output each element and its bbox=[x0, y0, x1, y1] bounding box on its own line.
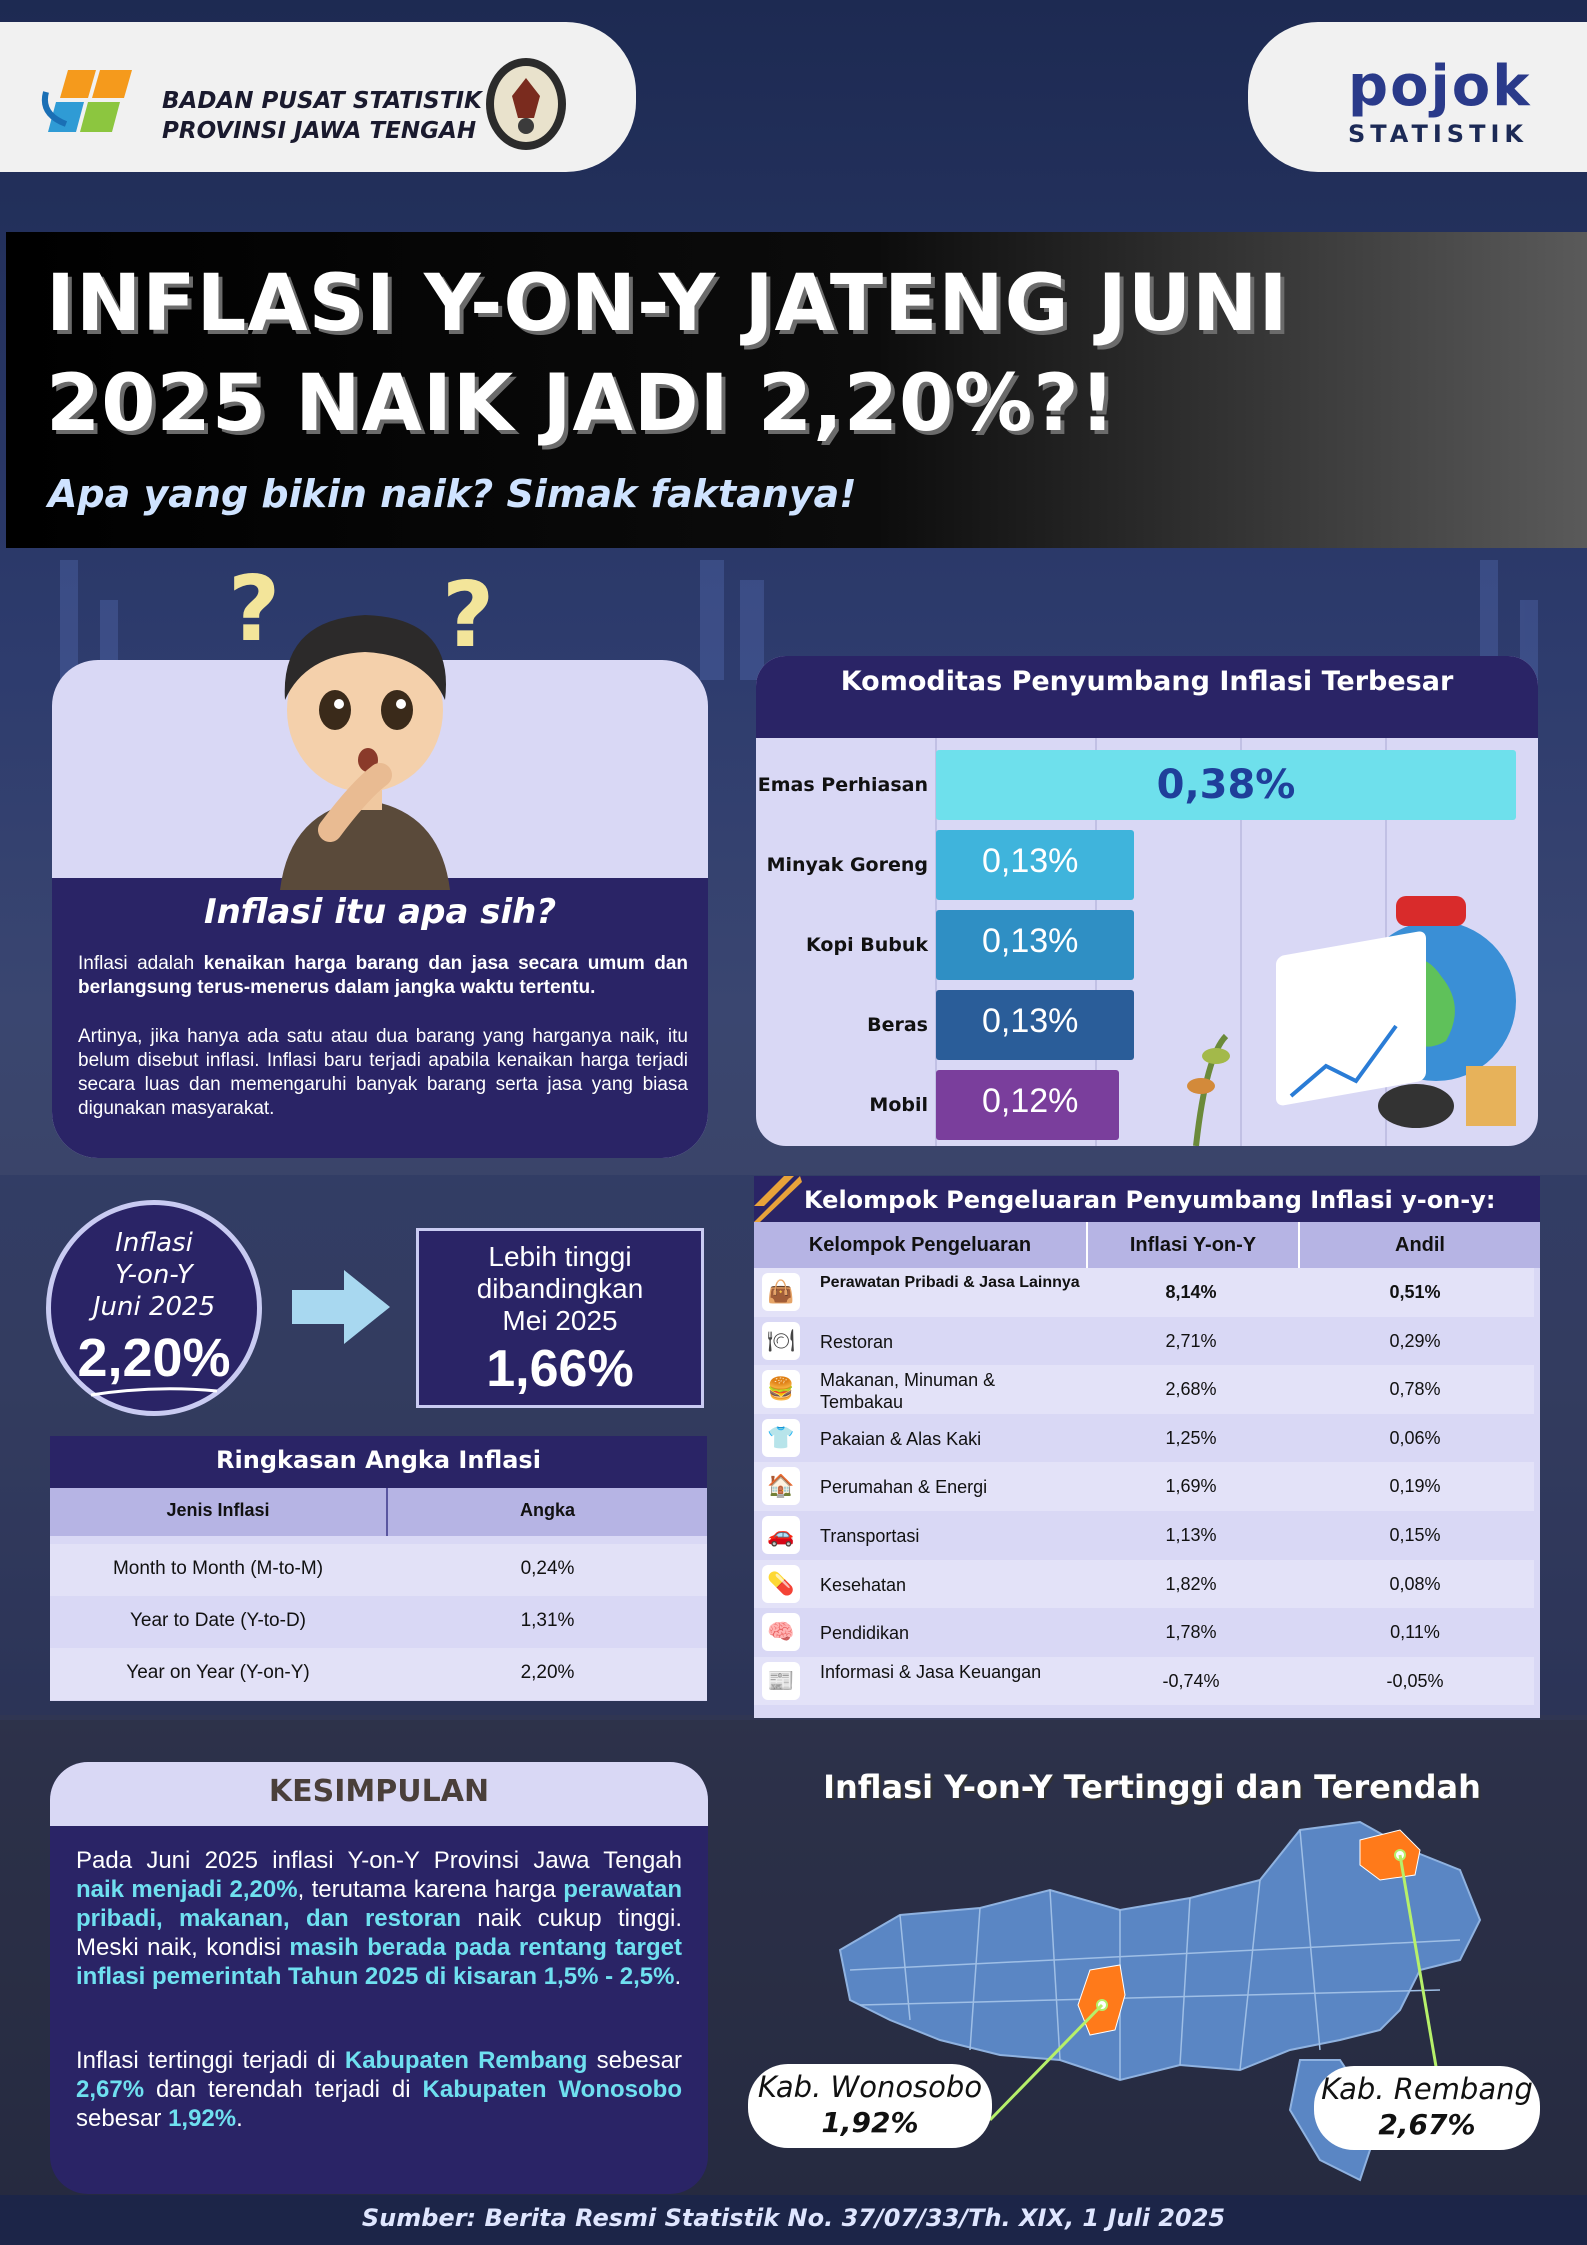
groups-col2: Inflasi Y-on-Y bbox=[1129, 1234, 1257, 1256]
groups-table-row bbox=[754, 1462, 1534, 1511]
groups-row-andil: 0,15% bbox=[1389, 1525, 1441, 1545]
conclusion-highlight: 2,67% bbox=[76, 2076, 145, 2103]
house-icon: 🏠 bbox=[762, 1467, 800, 1505]
stripe-decoration-icon bbox=[754, 1176, 802, 1222]
compare-value: 1,66% bbox=[486, 1340, 634, 1398]
groups-row-name: Pakaian & Alas Kaki bbox=[820, 1428, 982, 1449]
summary-row-type: Month to Month (M-to-M) bbox=[112, 1558, 324, 1579]
summary-row-value: 2,20% bbox=[520, 1662, 575, 1683]
yoy-circle bbox=[46, 1200, 262, 1416]
groups-table-row bbox=[754, 1365, 1534, 1414]
yoy-label-3: Juni 2025 bbox=[92, 1292, 216, 1322]
commodity-chart-title: Komoditas Penyumbang Inflasi Terbesar bbox=[840, 666, 1454, 697]
shirt-icon: 👕 bbox=[762, 1419, 800, 1457]
summary-row bbox=[50, 1544, 707, 1596]
title-line1: INFLASI Y-ON-Y JATENG JUNI bbox=[46, 259, 1289, 349]
map-low-value: 1,92% bbox=[821, 2106, 919, 2139]
groups-row-name: Kesehatan bbox=[820, 1574, 907, 1595]
statistik-logo-text: STATISTIK bbox=[1348, 120, 1528, 148]
food-icon: 🍔 bbox=[762, 1370, 800, 1408]
conclusion-card bbox=[50, 1762, 708, 2194]
conclusion-text: Inflasi tertinggi terjadi di bbox=[76, 2047, 345, 2074]
summary-table bbox=[50, 1436, 707, 1701]
commodity-bar-value: 0,38% bbox=[1156, 762, 1296, 808]
undip-logo-icon bbox=[484, 56, 568, 152]
underline-swoosh-icon bbox=[89, 1385, 219, 1399]
groups-row-inflasi: 2,68% bbox=[1165, 1379, 1217, 1400]
groups-row-inflasi: 1,25% bbox=[1165, 1427, 1217, 1448]
conclusion-text: dan terendah terjadi di bbox=[144, 2076, 423, 2103]
groups-table-row bbox=[754, 1268, 1534, 1317]
groups-row-inflasi: 2,71% bbox=[1165, 1330, 1217, 1351]
conclusion-highlight: 1,92% bbox=[168, 2105, 237, 2132]
groups-row-andil: 0,29% bbox=[1389, 1330, 1441, 1351]
pojok-logo-text: pojok bbox=[1348, 54, 1532, 119]
summary-row bbox=[50, 1648, 707, 1700]
groups-row-andil: 0,06% bbox=[1389, 1427, 1441, 1448]
conclusion-paragraph-1 bbox=[76, 1846, 682, 1991]
brain-icon: 🧠 bbox=[762, 1613, 800, 1651]
conclusion-text: . bbox=[236, 2105, 243, 2132]
groups-table bbox=[754, 1176, 1540, 1718]
groups-table-row bbox=[754, 1657, 1534, 1706]
groups-row-andil: 0,08% bbox=[1389, 1573, 1441, 1594]
arrow-right-icon bbox=[286, 1262, 396, 1352]
groups-table-row bbox=[754, 1414, 1534, 1463]
groups-col1: Kelompok Pengeluaran bbox=[808, 1234, 1032, 1256]
groups-row-name: Makanan, Minuman & Tembakau bbox=[820, 1370, 996, 1413]
conclusion-text: naik cukup tinggi. Meski naik, kondisi bbox=[76, 1905, 682, 1961]
conclusion-text: sebesar bbox=[76, 2105, 169, 2132]
health-icon: 💊 bbox=[762, 1565, 800, 1603]
groups-table-row bbox=[754, 1560, 1534, 1609]
groups-row-inflasi: 8,14% bbox=[1165, 1282, 1217, 1302]
commodity-bar-category: Kopi Bubuk bbox=[806, 934, 928, 956]
compare-line-3: Mei 2025 bbox=[502, 1305, 618, 1336]
explain-paragraph-1 bbox=[78, 952, 688, 1000]
plate-icon: 🍽 bbox=[762, 1322, 800, 1360]
svg-text:?: ? bbox=[442, 563, 495, 668]
groups-row-name: Perawatan Pribadi & Jasa Lainnya bbox=[820, 1274, 1080, 1291]
conclusion-text: sebesar bbox=[587, 2047, 682, 2074]
svg-text:?: ? bbox=[228, 560, 281, 662]
summary-col1: Jenis Inflasi bbox=[166, 1500, 270, 1520]
bps-org-line2: PROVINSI JAWA TENGAH bbox=[162, 118, 477, 144]
map-title: Inflasi Y-on-Y Tertinggi dan Terendah bbox=[823, 1768, 1481, 1806]
commodity-bar-category: Beras bbox=[867, 1014, 928, 1036]
summary-col2: Angka bbox=[519, 1500, 575, 1520]
commodity-bar-value: 0,13% bbox=[982, 922, 1079, 960]
groups-row-andil: -0,05% bbox=[1386, 1670, 1444, 1691]
title-banner bbox=[6, 232, 1587, 548]
groups-row-inflasi: 1,13% bbox=[1165, 1525, 1217, 1545]
groups-row-andil: 0,51% bbox=[1389, 1282, 1441, 1302]
groups-row-inflasi: -0,74% bbox=[1162, 1670, 1220, 1691]
commodity-bar-value: 0,13% bbox=[982, 1002, 1079, 1040]
groups-table-row bbox=[754, 1317, 1534, 1366]
yoy-label-2: Y-on-Y bbox=[115, 1260, 193, 1290]
title-line2: 2025 NAIK JADI 2,20%?! bbox=[46, 359, 1117, 449]
commodity-bar-value: 0,12% bbox=[982, 1082, 1079, 1120]
groups-row-name: Restoran bbox=[820, 1331, 894, 1352]
map-callout-low bbox=[748, 2064, 992, 2148]
commodity-bar-category: Emas Perhiasan bbox=[757, 774, 928, 796]
footer-source: Sumber: Berita Resmi Statistik No. 37/07/33/Th. XIX, 1 Juli 2025 bbox=[361, 2204, 1226, 2232]
compare-box bbox=[416, 1228, 704, 1408]
compare-line-1: Lebih tinggi bbox=[488, 1241, 632, 1272]
groups-row-name: Perumahan & Energi bbox=[820, 1477, 988, 1498]
explain-p1-bold: kenaikan harga barang dan jasa secara umum dan berlangsung terus-menerus dalam jangka waktu tertentu. bbox=[78, 953, 688, 998]
summary-row-value: 1,31% bbox=[520, 1610, 575, 1631]
map-high-value: 2,67% bbox=[1378, 2108, 1476, 2141]
bag-icon: 👜 bbox=[762, 1273, 800, 1311]
conclusion-highlight: Kabupaten Wonosobo bbox=[422, 2076, 682, 2103]
map-callout-high bbox=[1314, 2066, 1540, 2150]
groups-row-andil: 0,19% bbox=[1389, 1476, 1441, 1497]
groups-row-name: Informasi & Jasa Keuangan bbox=[820, 1661, 1042, 1682]
compare-line-2: dibandingkan bbox=[476, 1273, 644, 1304]
explain-paragraph-2: Artinya, jika hanya ada satu atau dua barang yang harganya naik, itu belum disebut inflasi. Inflasi baru terjadi apabila kenaikan harga terjadi secara luas dan memengaruhi banyak barang serta jasa yang biasa digunakan masyarakat. bbox=[78, 1026, 688, 1119]
car-icon: 🚗 bbox=[762, 1516, 800, 1554]
summary-row bbox=[50, 1596, 707, 1648]
groups-row-name: Transportasi bbox=[820, 1526, 920, 1546]
summary-row-type: Year to Date (Y-to-D) bbox=[129, 1610, 306, 1631]
map-low-name: Kab. Wonosobo bbox=[757, 2070, 983, 2104]
commodity-bar-category: Mobil bbox=[869, 1094, 928, 1116]
explain-heading: Inflasi itu apa sih? bbox=[203, 892, 557, 932]
groups-row-inflasi: 1,82% bbox=[1165, 1573, 1217, 1594]
commodity-bar-value: 0,13% bbox=[982, 842, 1079, 880]
commodity-chart-card bbox=[756, 656, 1538, 1146]
economy-illustration bbox=[1166, 856, 1526, 1146]
yoy-label-1: Inflasi bbox=[115, 1228, 193, 1258]
summary-row-type: Year on Year (Y-on-Y) bbox=[126, 1662, 310, 1683]
header-bps-pill bbox=[0, 22, 636, 172]
title-subtitle: Apa yang bikin naik? Simak faktanya! bbox=[48, 472, 857, 516]
conclusion-highlight: perawatan pribadi, makanan, dan restoran bbox=[76, 1876, 682, 1932]
summary-row-value: 0,24% bbox=[520, 1558, 575, 1579]
conclusion-highlight: naik menjadi 2,20% bbox=[76, 1876, 298, 1903]
header-pojok-pill bbox=[1248, 22, 1587, 172]
groups-table-row bbox=[754, 1511, 1534, 1560]
thinking-boy-illustration bbox=[210, 560, 520, 890]
groups-row-inflasi: 1,78% bbox=[1165, 1622, 1217, 1643]
groups-row-andil: 0,11% bbox=[1390, 1622, 1440, 1643]
map-high-name: Kab. Rembang bbox=[1321, 2072, 1533, 2106]
groups-row-inflasi: 1,69% bbox=[1165, 1476, 1217, 1497]
yoy-value: 2,20% bbox=[77, 1328, 231, 1388]
conclusion-paragraph-2 bbox=[76, 2046, 682, 2133]
conclusion-text: . bbox=[674, 1963, 682, 1990]
conclusion-highlight: masih berada pada rentang target inflasi pemerintah Tahun 2025 di kisaran 1,5% - 2,5% bbox=[76, 1934, 682, 1990]
conclusion-highlight: Kabupaten Rembang bbox=[344, 2047, 588, 2074]
groups-col3: Andil bbox=[1395, 1234, 1445, 1256]
conclusion-text: , terutama karena harga bbox=[297, 1876, 564, 1903]
groups-table-title: Kelompok Pengeluaran Penyumbang Inflasi y-on-y: bbox=[804, 1186, 1496, 1214]
summary-table-title: Ringkasan Angka Inflasi bbox=[216, 1446, 541, 1474]
bps-org-line1: BADAN PUSAT STATISTIK bbox=[162, 88, 482, 114]
groups-row-name: Pendidikan bbox=[820, 1623, 910, 1644]
conclusion-text: Pada Juni 2025 inflasi Y-on-Y Provinsi Jawa Tengah bbox=[76, 1847, 682, 1874]
conclusion-title: KESIMPULAN bbox=[268, 1774, 490, 1809]
newspaper-icon: 📰 bbox=[762, 1662, 800, 1700]
bps-logo-icon bbox=[38, 62, 148, 140]
commodity-bar-category: Minyak Goreng bbox=[766, 854, 928, 876]
explain-p1-text: Inflasi adalah bbox=[78, 953, 204, 974]
groups-table-row bbox=[754, 1608, 1534, 1657]
groups-row-andil: 0,78% bbox=[1389, 1379, 1441, 1400]
